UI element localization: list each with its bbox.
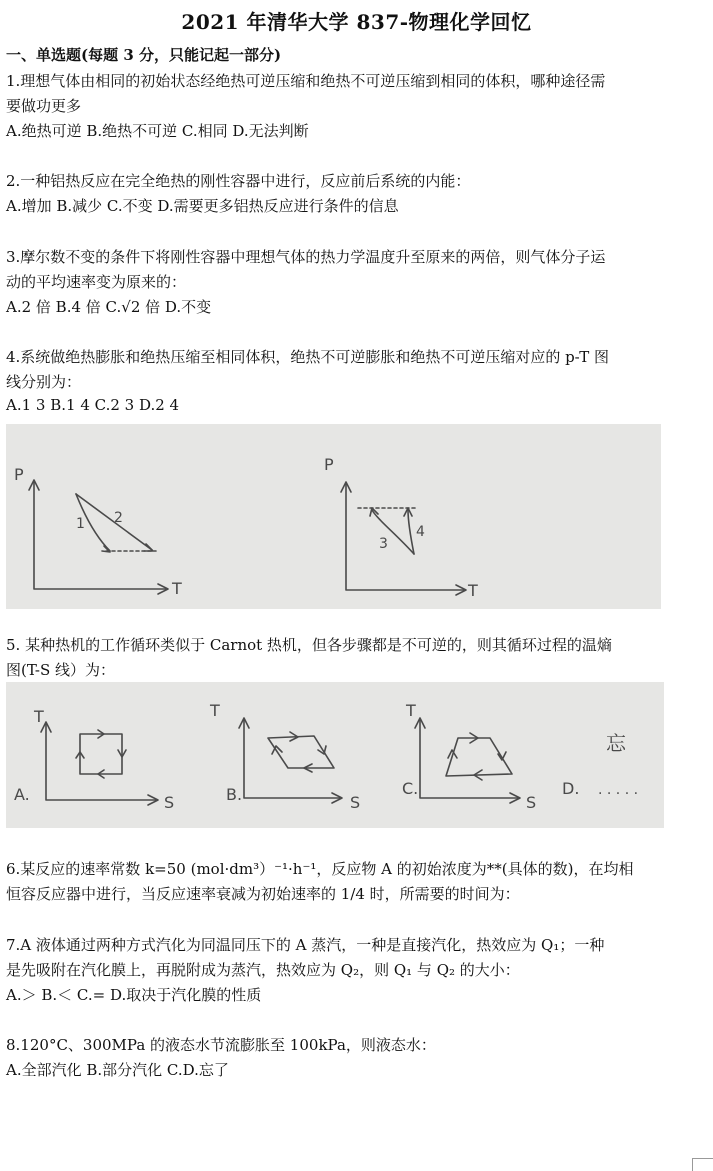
ts-option-b	[209, 701, 360, 812]
question-2-options: A.增加 B.减少 C.不变 D.需要更多铝热反应进行条件的信息	[6, 197, 399, 215]
question-5-text: 5. 某种热机的工作循环类似于 Carnot 热机，但各步骤都是不可逆的，则其循环过程的温熵	[6, 636, 612, 654]
question-4-options: A.1 3 B.1 4 C.2 3 D.2 4	[6, 396, 180, 414]
left-x-axis-label: T	[172, 579, 182, 598]
ts-option-d	[562, 731, 638, 798]
option-c-x-axis: S	[526, 793, 537, 812]
question-7-text: 7.A 液体通过两种方式汽化为同温同压下的 A 蒸汽，一种是直接汽化，热效应为 Q₁；一种	[6, 936, 605, 954]
option-a-x-axis: S	[164, 793, 175, 812]
option-d-dots: . . . . .	[598, 782, 639, 798]
option-d-note: 忘	[606, 731, 626, 755]
question-1-text: 1.理想气体由相同的初始状态经绝热可逆压缩和绝热不可逆压缩到相同的体积，哪种途径需	[6, 72, 606, 90]
question-4-text-cont: 线分别为：	[6, 373, 82, 391]
question-5-figure	[6, 682, 664, 828]
option-b-label: B.	[226, 785, 243, 804]
right-y-axis-label: P	[324, 455, 334, 474]
question-6-text-cont: 恒容反应器中进行，当反应速率衰减为初始速率的 1/4 时，所需要的时间为：	[6, 885, 520, 903]
page-corner-mark	[692, 1158, 713, 1171]
option-a-label: A.	[14, 785, 30, 804]
left-y-axis-label: P	[14, 465, 24, 484]
option-b-y-axis: T	[210, 701, 220, 720]
curve-4-label: 4	[416, 524, 425, 540]
option-b-x-axis: S	[350, 793, 361, 812]
pt-diagram-left	[14, 465, 182, 598]
curve-1-label: 1	[76, 516, 85, 532]
ts-option-c	[402, 701, 536, 812]
curve-2-label: 2	[114, 510, 123, 526]
question-3-options: A.2 倍 B.4 倍 C.√2 倍 D.不变	[6, 298, 212, 316]
question-7-text-cont: 是先吸附在汽化膜上，再脱附成为蒸汽，热效应为 Q₂，则 Q₁ 与 Q₂ 的大小：	[6, 961, 520, 979]
question-1-options: A.绝热可逆 B.绝热不可逆 C.相同 D.无法判断	[6, 122, 309, 140]
question-8-options: A.全部汽化 B.部分汽化 C.D.忘了	[6, 1061, 229, 1079]
right-x-axis-label: T	[468, 581, 478, 600]
option-c-y-axis: T	[406, 701, 416, 720]
question-3-text-cont: 动的平均速率变为原来的：	[6, 273, 187, 291]
question-4-text: 4.系统做绝热膨胀和绝热压缩至相同体积，绝热不可逆膨胀和绝热不可逆压缩对应的 p-T 图	[6, 348, 609, 366]
question-6-text: 6.某反应的速率常数 k=50 (mol·dm³）⁻¹·h⁻¹，反应物 A 的初始浓度为**(具体的数)，在均相	[6, 860, 634, 878]
curve-3-label: 3	[379, 536, 388, 552]
option-c-label: C.	[402, 779, 419, 798]
question-1-text-cont: 要做功更多	[6, 97, 82, 115]
pt-diagram-right	[324, 455, 478, 600]
section-heading: 一、单选题(每题 3 分，只能记起一部分)	[6, 46, 282, 64]
ts-option-a	[14, 707, 174, 812]
question-8-text: 8.120°C、300MPa 的液态水节流膨胀至 100kPa，则液态水：	[6, 1036, 436, 1054]
question-5-text-cont: 图(T-S 线）为：	[6, 661, 116, 679]
option-d-label: D.	[562, 779, 580, 798]
question-3-text: 3.摩尔数不变的条件下将刚性容器中理想气体的热力学温度升至原来的两倍，则气体分子运	[6, 248, 606, 266]
page-title: 2021 年清华大学 837-物理化学回忆	[181, 10, 532, 34]
option-a-y-axis: T	[34, 707, 44, 726]
question-2-text: 2.一种铝热反应在完全绝热的刚性容器中进行，反应前后系统的内能：	[6, 172, 471, 190]
question-7-options: A.＞ B.＜ C.= D.取决于汽化膜的性质	[6, 986, 262, 1004]
question-4-figure	[6, 424, 661, 609]
